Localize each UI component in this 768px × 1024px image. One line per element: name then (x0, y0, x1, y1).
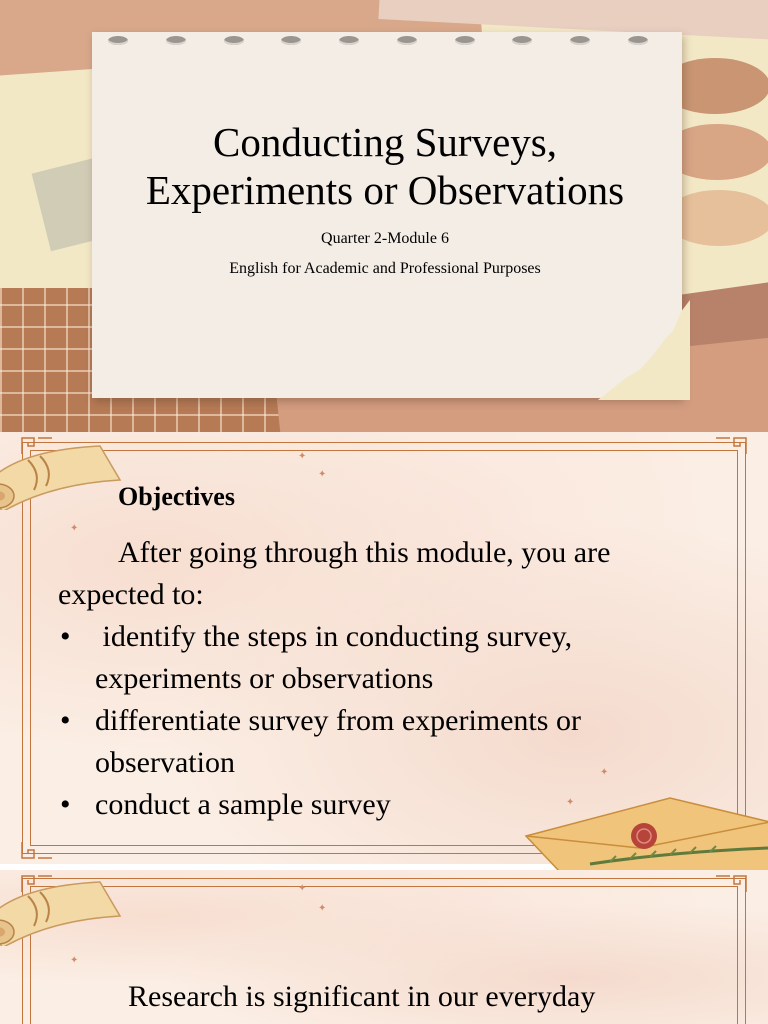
binder-ring-icon (281, 36, 301, 45)
title-slide (0, 0, 768, 432)
objectives-heading: Objectives (118, 482, 235, 511)
corner-ornament-icon (714, 434, 748, 456)
binder-ring-icon (339, 36, 359, 45)
corner-ornament-icon (20, 840, 54, 862)
star-icon: ✦ (566, 797, 575, 808)
research-text: Research is significant in our everyday (128, 980, 596, 1013)
star-icon: ✦ (298, 883, 307, 894)
title-line: Experiments or Observations (145, 167, 625, 213)
binder-ring-icon (108, 36, 128, 45)
course-subtitle: English for Academic and Professional Purposes (229, 260, 541, 277)
star-icon: ✦ (318, 469, 327, 480)
binder-ring-icon (628, 36, 648, 45)
star-icon: ✦ (298, 451, 307, 462)
binder-ring-icon (570, 36, 590, 45)
objectives-intro: After going through this module, you are expected to: (58, 536, 611, 611)
bullet-icon: • (60, 620, 71, 653)
list-item (58, 700, 718, 784)
corner-ornament-icon (714, 872, 748, 894)
objective-text: identify the steps in conducting survey, experiments or observations (95, 620, 580, 695)
bullet-icon: • (60, 788, 71, 821)
objective-text: differentiate survey from experiments or observation (95, 704, 581, 779)
binder-ring-icon (166, 36, 186, 45)
wax-seal-icon (631, 823, 657, 849)
envelope-icon (520, 792, 768, 872)
star-icon: ✦ (600, 767, 609, 778)
objectives-body (58, 532, 718, 826)
scroll-icon (0, 876, 130, 946)
binder-ring-icon (224, 36, 244, 45)
list-item (58, 616, 718, 700)
star-icon: ✦ (70, 955, 79, 966)
bullet-icon: • (60, 704, 71, 737)
title-line: Conducting Surveys, (213, 119, 557, 165)
binder-rings (108, 36, 648, 52)
scroll-icon (0, 440, 130, 510)
binder-ring-icon (455, 36, 475, 45)
binder-ring-icon (512, 36, 532, 45)
binder-ring-icon (397, 36, 417, 45)
title-card (92, 32, 682, 398)
module-subtitle: Quarter 2-Module 6 (321, 230, 449, 247)
star-icon: ✦ (318, 903, 327, 914)
slide-title (92, 118, 678, 214)
objective-text: conduct a sample survey (95, 788, 391, 821)
star-icon: ✦ (70, 523, 79, 534)
